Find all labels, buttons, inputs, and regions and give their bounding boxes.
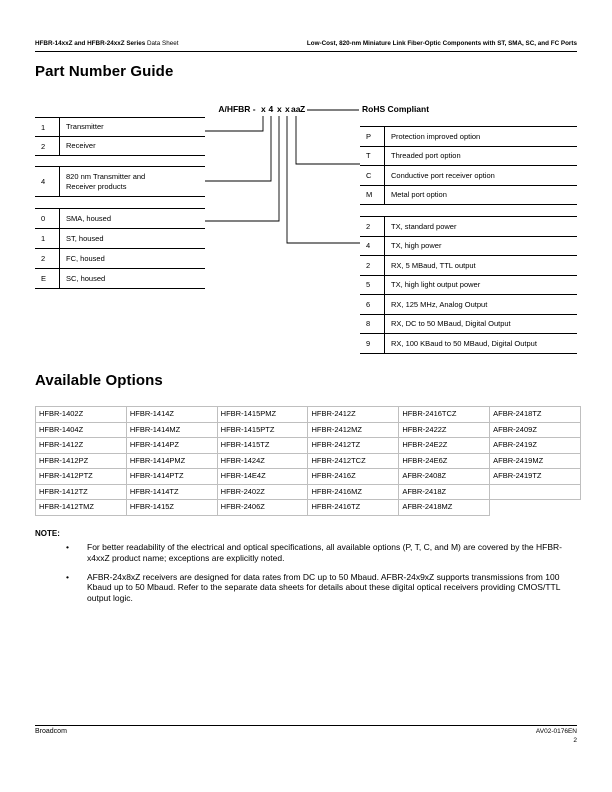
part-number-cell: HFBR-1414Z [127,407,218,423]
note-label: NOTE: [35,529,60,538]
description-cell: RX, 100 KBaud to 50 MBaud, Digital Output [391,338,537,348]
table-row [35,269,205,289]
part-number-cell: HFBR-1415PMZ [218,407,309,423]
part-number-cell: HFBR-2416MZ [308,485,399,501]
header-rule [35,51,577,52]
description-cell: Transmitter [66,122,104,132]
code-cell: 2 [360,217,385,236]
code-cell: 6 [360,295,385,314]
part-number-cell [490,485,581,501]
table-row [35,118,205,137]
part-number-digit-2: 4 [268,104,274,114]
part-number-cell: HFBR-2422Z [399,423,490,439]
part-number-cell: HFBR-2416TZ [308,500,399,516]
description-cell: RX, 5 MBaud, TTL output [391,260,476,270]
part-number-cell: HFBR-1424Z [218,454,309,470]
footer-company: Broadcom [35,728,67,735]
part-number-cell: HFBR-2416TCZ [399,407,490,423]
table-row [36,423,581,439]
part-number-cell: HFBR-24E2Z [399,438,490,454]
table-row [360,186,577,206]
table-row [360,127,577,147]
header-series-title: HFBR-14xxZ and HFBR-24xxZ Series [35,40,146,47]
port-options-table [360,126,577,205]
header-doc-type: Data Sheet [145,40,179,47]
code-cell: 5 [360,276,385,295]
footer-doc-number: AV02-0176EN [535,728,577,735]
part-number-cell: HFBR-2416Z [308,469,399,485]
table-row [360,256,577,276]
table-row [360,237,577,257]
part-number-cell: HFBR-1414TZ [127,485,218,501]
code-cell: T [360,147,385,166]
table-row [35,229,205,249]
product-family-table [35,166,205,197]
part-number-rohs-suffix: Z [300,104,306,114]
note-bullet-item [66,572,574,604]
part-number-cell: HFBR-2412TZ [308,438,399,454]
part-number-prefix: A/HFBR - [218,104,258,114]
part-number-cell: HFBR-1415TZ [218,438,309,454]
table-row [360,276,577,296]
table-row [360,315,577,335]
description-cell: FC, housed [66,253,105,263]
part-number-cell: HFBR-14E4Z [218,469,309,485]
description-cell: Receiver [66,141,96,151]
part-number-cell: HFBR-2402Z [218,485,309,501]
table-row [36,454,581,470]
code-cell: 2 [360,256,385,275]
part-number-cell: HFBR-1414PZ [127,438,218,454]
part-number-digit-3: x [277,104,282,114]
part-number-cell: HFBR-1414PTZ [127,469,218,485]
description-cell: RX, DC to 50 MBaud, Digital Output [391,319,511,329]
description-cell: RX, 125 MHz, Analog Output [391,299,488,309]
code-cell: 9 [360,334,385,353]
description-cell: SC, housed [66,273,106,283]
part-number-option-letters: aa [291,104,301,114]
part-number-cell: HFBR-2406Z [218,500,309,516]
note-text: For better readability of the electrical and optical specifications, all available options (P, T, C, and M) are covered by the HFBR-x4xxZ product name; exceptions are explicitly noted. [87,542,562,563]
part-number-cell: AFBR-2409Z [490,423,581,439]
rohs-compliant-label: RoHS Compliant [362,104,430,114]
code-cell: 0 [35,209,60,228]
note-text: AFBR-24x8xZ receivers are designed for data rates from DC up to 50 Mbaud. AFBR-24x9xZ supports transmissions from 100 Kbaud up to 50 Mbaud. Refer to the separate data sheets for details about these digital optical receivers providing CMOS/TTL output logic. [87,571,561,604]
description-cell: Metal port option [391,190,447,200]
table-row [35,209,205,229]
table-row [36,500,581,516]
bullet-icon: • [66,542,69,552]
code-cell: C [360,166,385,185]
device-type-table [35,117,205,156]
table-row [35,167,205,197]
table-row [360,334,577,354]
part-number-digit-1: x [261,104,266,114]
footer-right [536,728,577,745]
part-number-cell: AFBR-2419TZ [490,469,581,485]
description-cell: Protection improved option [391,131,481,141]
part-number-cell: HFBR-2412TCZ [308,454,399,470]
description-cell: TX, high power [391,241,442,251]
description-cell: TX, high light output power [391,280,481,290]
part-number-cell: HFBR-1412TMZ [36,500,127,516]
part-number-cell: HFBR-1412PTZ [36,469,127,485]
part-number-cell: HFBR-24E6Z [399,454,490,470]
table-row [36,407,581,423]
part-number-cell: HFBR-1415Z [127,500,218,516]
description-cell: Threaded port option [391,151,461,161]
code-cell: P [360,127,385,146]
part-number-cell: HFBR-2412Z [308,407,399,423]
part-number-cell: HFBR-1414PMZ [127,454,218,470]
note-bullet-item [66,542,574,564]
description-cell: 820 nm Transmitter and Receiver products [66,172,146,191]
part-number-cell: HFBR-1412PZ [36,454,127,470]
part-number-cell: HFBR-1415PTZ [218,423,309,439]
part-number-cell: HFBR-1412TZ [36,485,127,501]
part-number-cell: AFBR-2418TZ [490,407,581,423]
part-number-cell: AFBR-2418MZ [399,500,490,516]
footer-rule [35,725,577,726]
housing-table [35,208,205,289]
table-row [360,295,577,315]
header-left [35,40,179,47]
performance-table [360,216,577,354]
code-cell: E [35,269,60,288]
part-number-cell: HFBR-1402Z [36,407,127,423]
description-cell: Conductive port receiver option [391,170,495,180]
code-cell: 1 [35,118,60,136]
part-number-cell: HFBR-1404Z [36,423,127,439]
code-cell: M [360,186,385,205]
part-number-digit-4: x [285,104,290,114]
table-row [36,438,581,454]
table-row [35,249,205,269]
table-row [36,469,581,485]
part-number-cell: AFBR-2418Z [399,485,490,501]
bullet-icon: • [66,571,69,582]
notes-list [66,542,574,612]
code-cell: 4 [360,237,385,256]
code-cell: 8 [360,315,385,334]
available-options-table [35,406,581,516]
description-cell: ST, housed [66,233,104,243]
description-cell: SMA, housed [66,213,112,223]
code-cell: 2 [35,137,60,155]
description-cell: TX, standard power [391,221,457,231]
footer-page-number: 2 [573,736,577,744]
code-cell: 2 [35,249,60,268]
table-row [360,166,577,186]
part-number-cell: HFBR-2412MZ [308,423,399,439]
part-number-cell: AFBR-2419MZ [490,454,581,470]
code-cell: 4 [35,167,60,196]
code-cell: 1 [35,229,60,248]
part-number-guide-title: Part Number Guide [35,63,174,80]
table-row [360,217,577,237]
part-number-cell: HFBR-1412Z [36,438,127,454]
table-row [35,137,205,156]
table-row [360,147,577,167]
part-number-cell: HFBR-1414MZ [127,423,218,439]
header-right: Low-Cost, 820-nm Miniature Link Fiber-Optic Components with ST, SMA, SC, and FC Ports [306,40,577,47]
table-row [36,485,581,501]
part-number-cell: AFBR-2408Z [399,469,490,485]
part-number-cell: AFBR-2419Z [490,438,581,454]
available-options-title: Available Options [35,372,163,389]
